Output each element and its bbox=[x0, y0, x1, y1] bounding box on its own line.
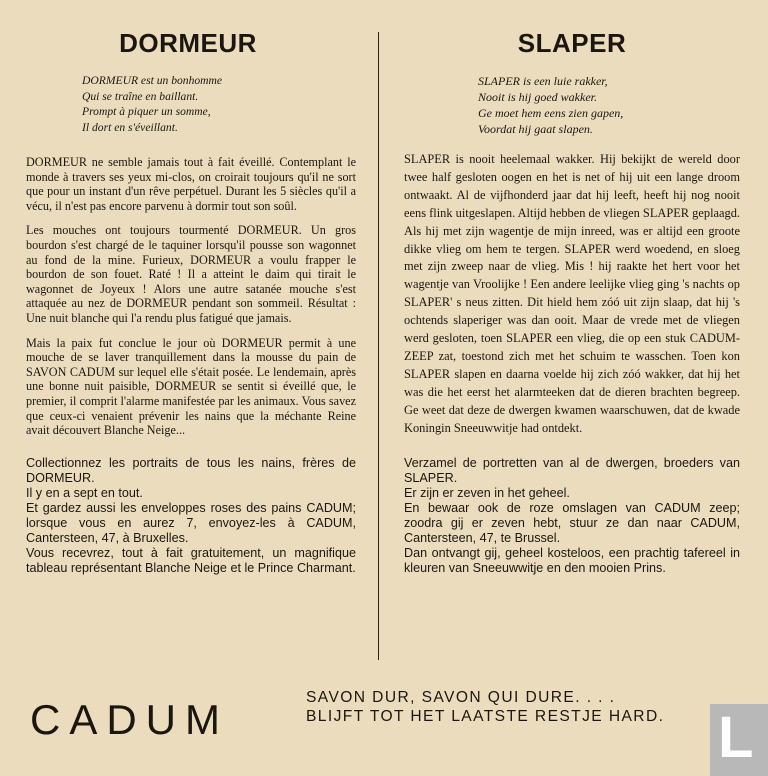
story-paragraph: Les mouches ont toujours tourmenté DORMEUR. Un gros bourdon s'est chargé de le taquiner lorsqu'il pousse son wagonnet au fond de la mine. Furieux, DORMEUR a voulu frapper le bourdon de son fouet. Raté ! Il a atteint le daim qui tirait le wagonnet de Joyeux ! Alors une autre satanée mouche s'est attaquée au nez de DORMEUR pendant son sommeil. Résultat : Une nuit blanche qui l'a rendu plus fatigué que jamais. bbox=[26, 223, 356, 325]
promo-line: Verzamel de portretten van al de dwergen, broeders van SLAPER. bbox=[404, 455, 740, 485]
french-title: DORMEUR bbox=[119, 28, 257, 58]
brand-footer bbox=[0, 680, 768, 776]
french-promo bbox=[26, 456, 356, 577]
poem-line: Ge moet hem eens zien gapen, bbox=[478, 106, 624, 120]
dutch-title: SLAPER bbox=[517, 28, 627, 58]
cadum-logo: CADUM bbox=[30, 696, 229, 743]
poem-line: Voordat hij gaat slapen. bbox=[478, 122, 593, 136]
promo-line: Vous recevrez, tout à fait gratuitement, un magnifique tableau représentant Blanche Neige et le Prince Charmant. bbox=[26, 546, 356, 576]
poem-line: Il dort en s'éveillant. bbox=[82, 120, 178, 134]
poem-line: SLAPER is een luie rakker, bbox=[478, 74, 608, 88]
watermark-stamp bbox=[710, 704, 768, 776]
story-paragraph: SLAPER is nooit heelemaal wakker. Hij bekijkt de wereld door twee half gesloten oogen en het is net of hij uit een lange droom ontwaakt. Al de vijfhonderd jaar dat hij leeft, heeft hij nog nooit eens flink uitgeslapen. Altijd hebben de vliegen SLAPER geplaagd. Als hij met zijn wagentje de mijn inreed, was er altijd een groote dikke vlieg om hem te tergen. SLAPER werd woedend, en sloeg met zijn zweep naar de vlieg. Mis ! hij raakte het hert voor het wagentje van Vroolijke ! Een andere leelijke vlieg ging 's nachts op SLAPER' s neus zitten. Dit hield hem zóó uit zijn slaap, dat hij 's ochtends slaperiger was dan ooit. Maar de vrede met de vliegen werd gesloten, toen SLAPER een vlieg, die op een stuk CADUM-ZEEP zat, toestond zich met het schuim te wasschen. Toen kon SLAPER slapen en daarna voelde hij zich zóó wakker, dat hij het was die het eerst het alarmteeken dat de dieren brachten begreep. Ge weet dat deze de dwergen kwamen waarschuwen, dat de kwade Koningin Sneeuwwitje had ontdekt. bbox=[404, 152, 740, 435]
french-column bbox=[26, 28, 356, 576]
slogan-french: SAVON DUR, SAVON QUI DURE. . . . bbox=[306, 689, 616, 706]
slogan-dutch: BLIJFT TOT HET LAATSTE RESTJE HARD. bbox=[306, 708, 665, 725]
french-story bbox=[26, 155, 356, 438]
french-poem bbox=[26, 73, 356, 135]
poem-line: Nooit is hij goed wakker. bbox=[478, 90, 597, 104]
promo-line: Dan ontvangt gij, geheel kosteloos, een prachtig tafereel in kleuren van Sneeuwwitje en den mooien Prins. bbox=[404, 546, 740, 576]
story-paragraph: Mais la paix fut conclue le jour où DORMEUR permit à une mouche de se laver tranquillement dans la mousse du pain de SAVON CADUM sur lequel elle s'était posée. Le lendemain, après une bonne nuit paisible, DORMEUR se sentit si éveillé que, le premier, il comprit l'alarme manifestée par les animaux. Vous savez que ceux-ci venaient prévenir les nains que la méchante Reine avait découvert Blanche Neige... bbox=[26, 335, 356, 438]
promo-line: Il y en a sept en tout. bbox=[26, 485, 143, 500]
dutch-column bbox=[404, 28, 740, 576]
slogan bbox=[306, 688, 766, 726]
poem-line: DORMEUR est un bonhomme bbox=[82, 74, 223, 87]
story-paragraph: DORMEUR ne semble jamais tout à fait éveillé. Contemplant le monde à travers ses yeux mi-clos, on croirait toujours qu'il ne sort que pour un instant d'un rêve perpétuel. Durant les 5 siècles qu'il a vécu, il n'est pas encore parvenu à dormir tout son soûl. bbox=[26, 155, 356, 213]
watermark-letter: L bbox=[718, 705, 754, 770]
column-divider bbox=[378, 32, 379, 660]
poem-line: Qui se traîne en baillant. bbox=[82, 89, 199, 103]
dutch-poem bbox=[404, 73, 740, 137]
poem-line: Prompt à piquer un somme, bbox=[82, 105, 211, 118]
promo-line: Collectionnez les portraits de tous les nains, frères de DORMEUR. bbox=[26, 455, 356, 485]
dutch-promo bbox=[404, 456, 740, 577]
promo-line: Et gardez aussi les enveloppes roses des pains CADUM; lorsque vous en aurez 7, envoyez-les à CADUM, Cantersteen, 47, à Bruxelles. bbox=[26, 500, 356, 546]
promo-line: En bewaar ook de roze omslagen van CADUM zeep; zoodra gij er zeven hebt, stuur ze dan naar CADUM, Cantersteen, 47, te Brussel. bbox=[404, 500, 740, 545]
promo-line: Er zijn er zeven in het geheel. bbox=[404, 485, 570, 500]
dutch-story bbox=[404, 151, 740, 438]
